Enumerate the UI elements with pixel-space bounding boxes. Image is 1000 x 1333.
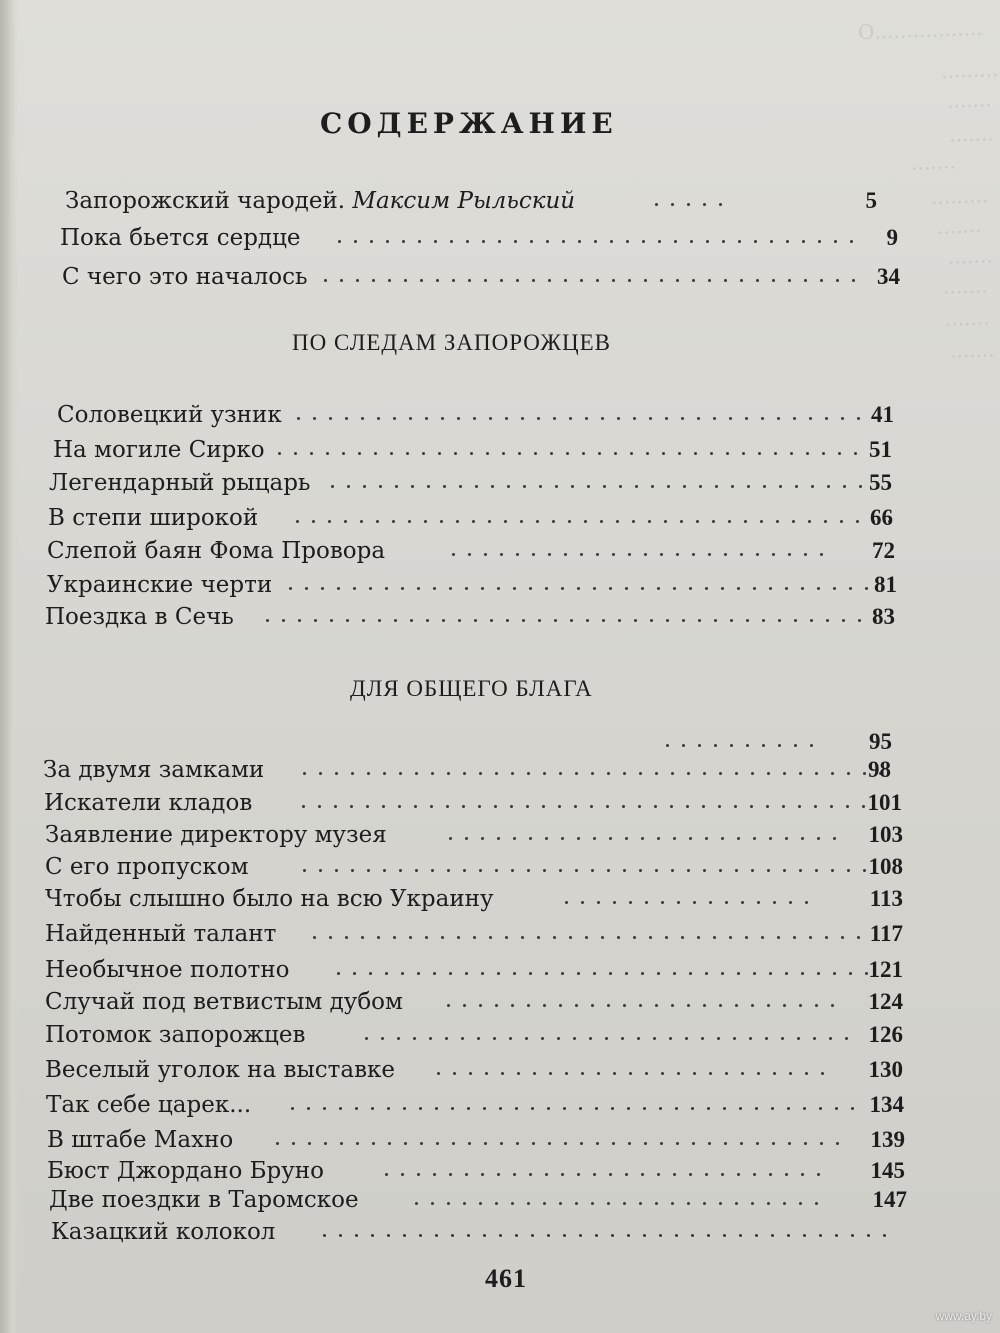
toc-entry-page: 101 (867, 790, 902, 815)
toc-entry-section1-5 (47, 571, 900, 599)
toc-entry-section2-9 (45, 1021, 903, 1049)
toc-entry-section2-10 (45, 1056, 903, 1084)
bleed-through-text: О................. ......... ....... ....... ....... ......... ....... ....... ....... ....... ....... (857, 15, 999, 363)
toc-entry-leader (302, 789, 865, 817)
toc-entry-section2-11 (46, 1091, 904, 1119)
toc-entry-page: 95 (869, 729, 892, 754)
toc-entry-title: Чтобы слышно было на всю Украину (45, 886, 494, 912)
toc-entry-page: 98 (868, 757, 891, 782)
toc-entry-page: 72 (872, 538, 895, 563)
toc-entry-page: 51 (869, 437, 892, 462)
toc-entry-page: 121 (868, 957, 903, 982)
toc-entry-page: 147 (872, 1187, 907, 1212)
toc-entry-page: 41 (871, 402, 894, 427)
toc-entry-leader (415, 1186, 818, 1214)
toc-entry-section2-15 (51, 1218, 900, 1246)
toc-entry-leader (666, 728, 813, 756)
toc-entry-leader (449, 821, 836, 849)
toc-entry-section1-6 (45, 603, 900, 631)
toc-entry-section2-13 (47, 1157, 905, 1185)
toc-entry-leader (278, 436, 857, 464)
toc-entry-section1-2 (49, 469, 900, 497)
toc-entry-leader (331, 469, 862, 497)
toc-entry-intro-0 (65, 187, 900, 215)
toc-entry-title: В степи широкой (48, 505, 259, 531)
toc-entry-title: На могиле Сирко (53, 437, 265, 463)
toc-entry-leader (324, 263, 855, 291)
toc-entry-intro-1 (60, 224, 900, 252)
toc-entry-title: С его пропуском (45, 854, 249, 880)
toc-entry-section2-4 (45, 853, 903, 881)
toc-entry-title: Украинские черти (47, 572, 273, 598)
toc-entry-leader (447, 988, 834, 1016)
toc-entry-page: 113 (869, 886, 903, 911)
toc-entry-leader (266, 603, 877, 631)
toc-entry-title: Соловецкий узник (57, 402, 282, 428)
toc-entry-title: Пока бьется сердце (60, 225, 301, 251)
toc-entry-page: 124 (868, 989, 903, 1014)
toc-entry-section1-4 (47, 537, 900, 565)
toc-entry-page: 81 (874, 572, 897, 597)
toc-entry-page: 83 (872, 604, 895, 629)
toc-entry-title: В штабе Махно (47, 1127, 234, 1153)
toc-entry-section2-5 (45, 885, 903, 913)
toc-entry-leader (452, 537, 823, 565)
toc-entry-section2-14 (49, 1186, 907, 1214)
toc-entry-leader (296, 504, 891, 532)
toc-entry-page: 103 (868, 822, 903, 847)
toc-entry-leader (338, 224, 853, 252)
toc-entry-title: Случай под ветвистым дубом (45, 989, 403, 1015)
toc-entry-section2-2 (44, 789, 900, 817)
toc-entry-leader (565, 885, 808, 913)
toc-entry-title: Заявление директору музея (45, 822, 387, 848)
toc-entry-section2-6 (45, 920, 903, 948)
toc-entry-leader (276, 1126, 839, 1154)
toc-entry-title: Так себе царек... (46, 1092, 252, 1118)
toc-entry-page: 139 (870, 1127, 905, 1152)
toc-entry-section2-7 (45, 956, 903, 984)
toc-entry-title: Запорожский чародей. Максим Рыльский (65, 188, 576, 214)
toc-entry-section2-8 (45, 988, 903, 1016)
toc-entry-page: 34 (877, 264, 900, 289)
toc-entry-title: Поездка в Сечь (45, 604, 234, 630)
toc-entry-intro-2 (62, 263, 900, 291)
toc-entry-section1-0 (57, 401, 900, 429)
toc-entry-title: Необычное полотно (45, 957, 290, 983)
toc-entry-page: 55 (869, 470, 892, 495)
toc-entry-page: 9 (886, 225, 898, 250)
toc-entry-title: Найденный талант (45, 921, 277, 947)
toc-entry-title: Потомок запорожцев (45, 1022, 306, 1048)
section-heading-1: ПО СЛЕДАМ ЗАПОРОЖЦЕВ (292, 330, 611, 355)
toc-entry-section2-3 (45, 821, 903, 849)
toc-entry-page: 130 (868, 1057, 903, 1082)
toc-entry-page: 134 (869, 1092, 904, 1117)
toc-entry-title: Легендарный рыцарь (49, 470, 311, 496)
toc-entry-page: 108 (868, 854, 903, 879)
toc-entry-leader (323, 1218, 886, 1246)
toc-entry-leader (303, 756, 882, 784)
contents-title: СОДЕРЖАНИЕ (320, 107, 618, 140)
toc-entry-title: Слепой баян Фома Провора (47, 538, 386, 564)
toc-entry-leader (655, 187, 722, 215)
toc-entry-section1-3 (48, 504, 900, 532)
toc-entry-title: Веселый уголок на выставке (45, 1057, 395, 1083)
toc-entry-title: С чего это началось (62, 264, 308, 290)
toc-entry-page: 66 (870, 505, 893, 530)
toc-entry-title: Бюст Джордано Бруно (47, 1158, 324, 1184)
toc-entry-section2-12 (47, 1126, 905, 1154)
toc-entry-page: 145 (870, 1158, 905, 1183)
toc-entry-title: Две поездки в Таромское (49, 1187, 359, 1213)
toc-entry-title: Искатели кладов (44, 790, 253, 816)
page-number: 461 (485, 1264, 527, 1293)
toc-entry-leader (437, 1056, 824, 1084)
toc-entry-author: Максим Рыльский (352, 188, 576, 214)
toc-entry-leader (313, 920, 860, 948)
toc-entry-section2-1 (43, 756, 900, 784)
page-fold (0, 0, 18, 1333)
toc-entry-leader (297, 401, 860, 429)
toc-entry-leader (385, 1157, 820, 1185)
toc-entry-page: 126 (868, 1022, 903, 1047)
toc-entry-leader (289, 571, 884, 599)
toc-entry-leader (291, 1091, 854, 1119)
toc-entry-leader (365, 1021, 848, 1049)
section-heading-2: ДЛЯ ОБЩЕГО БЛАГА (350, 676, 593, 701)
toc-entry-page: 117 (869, 921, 903, 946)
toc-entry-leader (337, 956, 868, 984)
toc-entry-section2-0 (44, 728, 900, 756)
toc-entry-title: Казацкий колокол (51, 1219, 276, 1245)
toc-entry-section1-1 (53, 436, 900, 464)
toc-entry-page: 5 (865, 188, 877, 213)
toc-entry-title: За двумя замками (43, 757, 265, 783)
site-watermark: www.ay.by (935, 1309, 992, 1323)
toc-entry-leader (303, 853, 866, 881)
